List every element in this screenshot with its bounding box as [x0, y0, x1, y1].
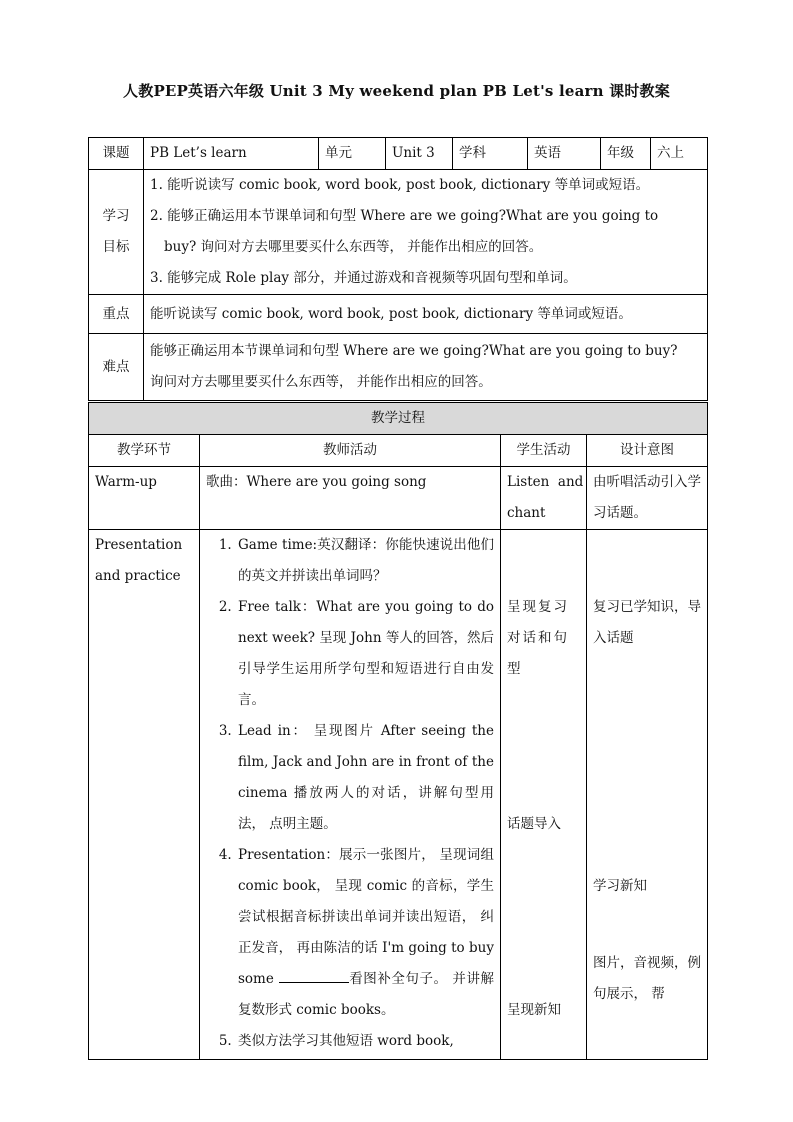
warmup-stage: Warm-up [89, 467, 200, 530]
presentation-teacher [200, 530, 501, 1060]
col-stage: 教学环节 [89, 435, 200, 467]
process-heading: 教学过程 [89, 403, 708, 435]
col-student: 学生活动 [501, 435, 587, 467]
difficulties-row [89, 334, 708, 401]
warmup-row [89, 467, 708, 530]
unit-label: 单元 [319, 138, 386, 170]
presentation-student: 呈现复习对话和句型 话题导入 呈现新知 [501, 530, 587, 1060]
objective-2-cont: buy? 询问对方去哪里要买什么东西等， 并能作出相应的回答。 [164, 239, 543, 255]
objective-1: 1. 能听说读写 comic book, word book, post book, dictionary 等单词或短语。 [150, 177, 650, 193]
grade-value: 六上 [651, 138, 708, 170]
warmup-teacher: 歌曲：Where are you going song [200, 467, 501, 530]
warmup-intent: 由听唱活动引入学习话题。 [587, 467, 708, 530]
step-5: 5. 类似方法学习其他短语 word book, [236, 1026, 494, 1057]
objectives-label: 学习 目标 [89, 170, 144, 295]
warmup-student: Listen and chant [501, 467, 587, 530]
step-1: 1. Game time:英汉翻译：你能快速说出他们的英文并拼读出单词吗？ [236, 530, 494, 592]
lesson-info-table [88, 137, 708, 401]
teaching-process-table [88, 402, 708, 1060]
objective-3: 3. 能够完成 Role play 部分，并通过游戏和音视频等巩固句型和单词。 [150, 270, 577, 286]
step-2: 2. Free talk：What are you going to do next week? 呈现 John 等人的回答，然后引导学生运用所学句型和短语进行自由发言。 [236, 592, 494, 716]
step-4: 4. Presentation：展示一张图片， 呈现词组 comic book， 呈现 comic 的音标，学生尝试根据音标拼读出单词并读出短语， 纠正发音， 再由陈洁的话 I'm going to buy some 看图补全句子。 并讲解复数形式 comic books。 [236, 840, 494, 1026]
key-points-row [89, 295, 708, 334]
objective-2: 2. 能够正确运用本节课单词和句型 Where are we going?What are you going to [150, 208, 659, 224]
difficulties-content: 能够正确运用本节课单词和句型 Where are we going?What are you going to buy? 询问对方去哪里要买什么东西等， 并能作出相应的回答。 [144, 334, 708, 401]
col-intent: 设计意图 [587, 435, 708, 467]
grade-label: 年级 [601, 138, 651, 170]
process-header-row [89, 435, 708, 467]
col-teacher: 教师活动 [200, 435, 501, 467]
fill-in-blank [279, 968, 349, 983]
objectives-content [144, 170, 708, 295]
step-3: 3. Lead in： 呈现图片 After seeing the film, Jack and John are in front of the cinema 播放两人的对话，讲解句型用法， 点明主题。 [236, 716, 494, 840]
page-title: 人教PEP英语六年级 Unit 3 My weekend plan PB Let's learn 课时教案 [123, 82, 670, 100]
info-row [89, 138, 708, 170]
presentation-stage: Presentation and practice [89, 530, 200, 1060]
objectives-row [89, 170, 708, 295]
key-points-label: 重点 [89, 295, 144, 334]
subject-value: 英语 [528, 138, 601, 170]
presentation-intent: 复习已学知识，导入话题 学习新知 图片，音视频，例句展示， 帮 [587, 530, 708, 1060]
key-points-text: 能听说读写 comic book, word book, post book, dictionary 等单词或短语。 [144, 295, 708, 334]
unit-value: Unit 3 [386, 138, 453, 170]
difficulties-label: 难点 [89, 334, 144, 401]
topic-value: PB Let’s learn [144, 138, 319, 170]
subject-label: 学科 [453, 138, 528, 170]
presentation-row [89, 530, 708, 1060]
topic-label: 课题 [89, 138, 144, 170]
